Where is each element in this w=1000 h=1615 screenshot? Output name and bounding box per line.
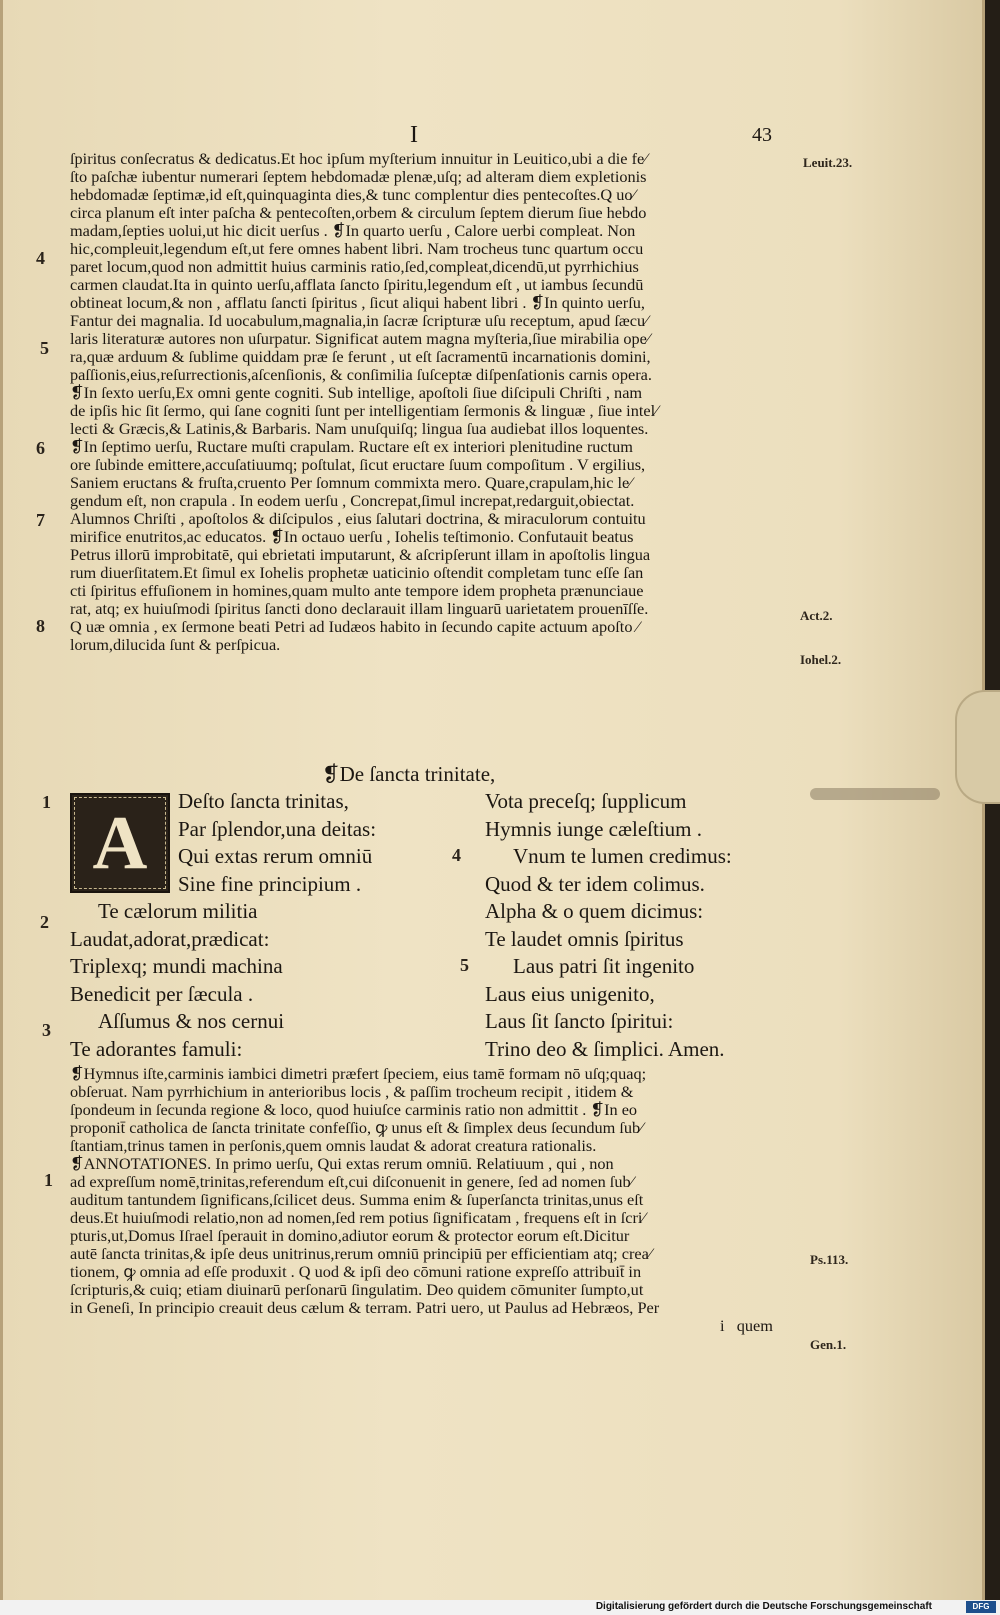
margin-verse-number: 8 — [36, 616, 45, 636]
verse-line: Benedicit per ſæcula . — [70, 981, 254, 1006]
text-line: obtineat locum,& non , afflatu ſancti ſpiritus , ſicut aliqui habent libri . ❡In quinto uerſu, — [70, 294, 645, 312]
text-line: obſeruat. Nam pyrrhichium in anterioribus locis , & paſſim trocheum recipit , itidem & — [70, 1083, 634, 1101]
text-line: ❡In ſexto uerſu,Ex omni gente cogniti. Sub intellige, apoſtoli ſiue diſcipuli Chriſti , nam — [70, 384, 643, 402]
catchword-line — [70, 1317, 800, 1335]
stanza-number: 4 — [452, 845, 461, 865]
text-line: autē ſancta trinitas,& ipſe deus unitrinus,rerum omniū principiū per efficientiam atq; crea⁄ — [70, 1245, 652, 1263]
text-line: deus.Et huiuſmodi relatio,non ad nomen,ſed rem potius ſignificatam , frequens eſt in ſcri⁄ — [70, 1209, 646, 1227]
hymn-left-column — [70, 788, 450, 1063]
text-line: cti ſpiritus effuſionem in homines,quam multo ante tempore idem propheta prænunciaue — [70, 582, 644, 600]
text-line: rat, atq; ex huiuſmodi ſpiritus ſancti dono declarauit illam linguarū uarietatem prouenīſſe. — [70, 600, 649, 618]
text-line: pturis,ut,Domus Iſrael ſperauit in domino,adiutor eorum & protector eorum eſt.Dicitur — [70, 1227, 630, 1245]
margin-verse-number: 5 — [40, 338, 49, 358]
text-line: laris literaturæ autores non uſurpatur. Significat autem magna myſteria,ſiue mirabilia ope⁄ — [70, 330, 650, 348]
verse-line: Triplexq; mundi machina — [70, 954, 283, 978]
text-line: Fantur dei magnalia. Id uocabulum,magnalia,in ſacræ ſcripturæ uſu receptum, apud ſæcu⁄ — [70, 312, 648, 330]
text-line: gendum eſt, non crapula . In eodem uerſu , Concrepat,ſimul increpat,redarguit,obiectat. — [70, 492, 635, 510]
stanza-number: 2 — [40, 912, 49, 932]
upper-prose-block — [70, 150, 800, 654]
margin-reference: Ps.113. — [810, 1252, 849, 1267]
text-line: ſpiritus conſecratus & dedicatus.Et hoc ipſum myſterium innuitur in Leuitico,ubi a die fe⁄ — [70, 150, 647, 168]
text-line: hebdomadæ ſeptimæ,id eſt,quinquaginta dies,& tunc complentur dies pentecoſtes.Q uo⁄ — [70, 186, 636, 204]
text-line: Q uæ omnia , ex ſermone beati Petri ad Iudæos habito in ſecundo capite actuum apoſto ⁄ — [70, 618, 640, 636]
folio-number: 43 — [752, 124, 772, 146]
verse-line: Laudat,adorat,prædicat: — [70, 926, 270, 951]
text-line: auditum tantundem ſignificans,ſcilicet deus. Summa enim & ſuperſancta trinitas,unus eſt — [70, 1191, 644, 1209]
margin-verse-number: 1 — [44, 1170, 53, 1190]
text-line: Saniem eructans & fruſta,cruento Per ſomnum commixta mero. Quare,crapulam,hic le⁄ — [70, 474, 632, 492]
text-line: ❡Hymnus iſte,carminis iambici dimetri præfert ſpeciem, eius tamē formam nō uſq;quaq; — [70, 1065, 647, 1083]
hymn-right-column — [485, 788, 795, 1063]
catchword-signature: i — [720, 1317, 725, 1335]
signature-mark: I — [410, 122, 418, 148]
verse-line: Hymnis iunge cæleſtium . — [485, 816, 702, 841]
text-line: paret locum,quod non admittit huius carminis ratio,ſed,compleat,dicendū,ut pyrrhichius — [70, 258, 639, 276]
page-tab — [955, 690, 1000, 804]
text-line: in Geneſi, In principio creauit deus cælum & terram. Patri uero, ut Paulus ad Hebræos, Per — [70, 1299, 660, 1317]
text-line: ore ſubinde emittere,accuſatiuumq; poſtulat, ſicut eructare ſuum compoſitum . V ergilius, — [70, 456, 646, 474]
verse-line: Laus patri ſit ingenito — [513, 954, 695, 978]
verse-line: Te laudet omnis ſpiritus — [485, 926, 684, 951]
verse-line: Qui extas rerum omniū — [178, 844, 373, 868]
text-line: rum diuerſitatem.Et ſimul ex Iohelis prophetæ uaticinio oſtendit completam tunc eſſe ſan — [70, 564, 644, 582]
text-line: Petrus illorū improbitatē, qui ebrietati imputarunt, & aſcripſerunt illam in apoſtolis lingua — [70, 546, 651, 564]
margin-reference: Gen.1. — [810, 1337, 847, 1352]
text-line: paſſionis,eius,reſurrectionis,aſcenſionis, & conſimilia ſuſceptæ diſpenſationis carnis opera. — [70, 366, 652, 384]
text-line: madam,ſepties uolui,ut hic dicit uerſus . ❡In quarto uerſu , Calore uerbi compleat. Non — [70, 222, 636, 240]
text-line: tionem, ꝙ omnia ad eſſe produxit . Q uod & ipſi deo cōmuni ratione expreſſo attribuit̄ in — [70, 1263, 642, 1281]
footer-bar — [0, 1600, 1000, 1615]
text-line: hic,compleuit,legendum eſt,ut fere omnes habent libri. Nam trocheus tunc quartum occu — [70, 240, 644, 258]
verse-line: Quod & ter idem colimus. — [485, 871, 705, 896]
text-line: proponit̄ catholica de ſancta trinitate confeſſio, ꝙ unus eſt & ſimplex deus ſecundum ſub⁄ — [70, 1119, 643, 1137]
hymn-title: ❡De ſancta trinitate, — [322, 762, 496, 786]
text-line: circa planum eſt inter paſcha & pentecoſten,orbem & circulum ſeptem dierum ſiue hebdo — [70, 204, 647, 222]
verse-line: Aſſumus & nos cernui — [98, 1009, 285, 1033]
text-line: Alumnos Chriſti , apoſtolos & diſcipulos , eius ſalutari doctrina, & miraculorum contuitu — [70, 510, 646, 528]
margin-verse-number: 4 — [36, 248, 45, 268]
verse-line: Deſto ſancta trinitas, — [178, 789, 349, 813]
verse-line: Sine fine principium . — [178, 871, 362, 896]
text-line: ſcripturis,& cuiq; etiam diuinarū perſonarū ſingulatim. Deo quidem cōmuniter ſumpto,ut — [70, 1281, 644, 1299]
verse-line: Te adorantes famuli: — [70, 1036, 243, 1061]
margin-verse-number: 6 — [36, 438, 45, 458]
lower-prose-block — [70, 1065, 800, 1335]
stanza-number: 3 — [42, 1020, 51, 1040]
margin-verse-number: 7 — [36, 510, 45, 530]
decorated-initial: A — [70, 793, 170, 893]
text-line: ſpondeum in ſecunda regione & loco, quod huiuſce carminis ratio non admittit . ❡In eo — [70, 1101, 638, 1119]
text-line: ra,quæ arduum & ſublime quiddam præ ſe ferunt , ut eſt ſacramentū incarnationis domini, — [70, 348, 651, 366]
margin-reference: Act.2. — [800, 608, 833, 623]
catchword: quem — [736, 1317, 773, 1335]
text-line: lecti & Græcis,& Latinis,& Barbaris. Nam unuſquiſq; lingua ſua audiebat illos loquentes. — [70, 420, 649, 438]
dfg-logo: DFG — [966, 1601, 996, 1613]
text-line: de ipſis hic ſit ſermo, qui ſane cogniti ſunt per intelligentiam ſermonis & linguæ , ſiue intel⁄ — [70, 402, 658, 420]
text-line: mirifice enutritos,ac educatos. ❡In octauo uerſu , Iohelis teſtimonio. Confutauit beatus — [70, 528, 634, 546]
stanza-number: 5 — [460, 955, 469, 975]
verse-line: Vnum te lumen credimus: — [513, 844, 732, 868]
text-line: ſto paſchæ iubentur numerari ſeptem hebdomadæ plenæ,uſq; ad alteram diem expletionis — [70, 168, 647, 186]
verse-line: Laus eius unigenito, — [485, 981, 655, 1006]
text-line: ad expreſſum nomē,trinitas,referendum eſt,cui diſconuenit in genere, ſed ad nomen ſub⁄ — [70, 1173, 634, 1191]
funding-credit: Digitalisierung gefördert durch die Deutsche Forschungsgemeinschaft — [595, 1601, 932, 1612]
margin-reference: Leuit.23. — [803, 155, 853, 170]
text-line: carmen claudat.Ita in quinto uerſu,afflata ſancto ſpiritu,legendum eſt , ut iambus ſecundū — [70, 276, 644, 294]
verse-line: Par ſplendor,una deitas: — [178, 816, 377, 841]
page-edge-left — [0, 0, 3, 1600]
text-line: lorum,dilucida ſunt & perſpicua. — [70, 636, 281, 654]
verse-line: Alpha & o quem dicimus: — [485, 899, 704, 923]
verse-line: Vota preceſq; ſupplicum — [485, 789, 687, 813]
verse-line: Te cælorum militia — [98, 899, 258, 923]
ink-mark — [810, 788, 940, 800]
verse-line: Laus ſit ſancto ſpiritui: — [485, 1009, 674, 1033]
verse-line: Trino deo & ſimplici. Amen. — [485, 1036, 725, 1061]
text-line: ſtantiam,trinus tamen in perſonis,quem omnis laudat & adorat creatura rationalis. — [70, 1137, 597, 1155]
text-line: ❡In ſeptimo uerſu, Ructare muſti crapulam. Ructare eſt ex interiori plenitudine ructum — [70, 438, 633, 456]
stanza-number: 1 — [42, 792, 51, 812]
margin-reference: Iohel.2. — [800, 652, 842, 667]
text-line: ❡ANNOTATIONES. In primo uerſu, Qui extas rerum omniū. Relatiuum , qui , non — [70, 1155, 614, 1173]
